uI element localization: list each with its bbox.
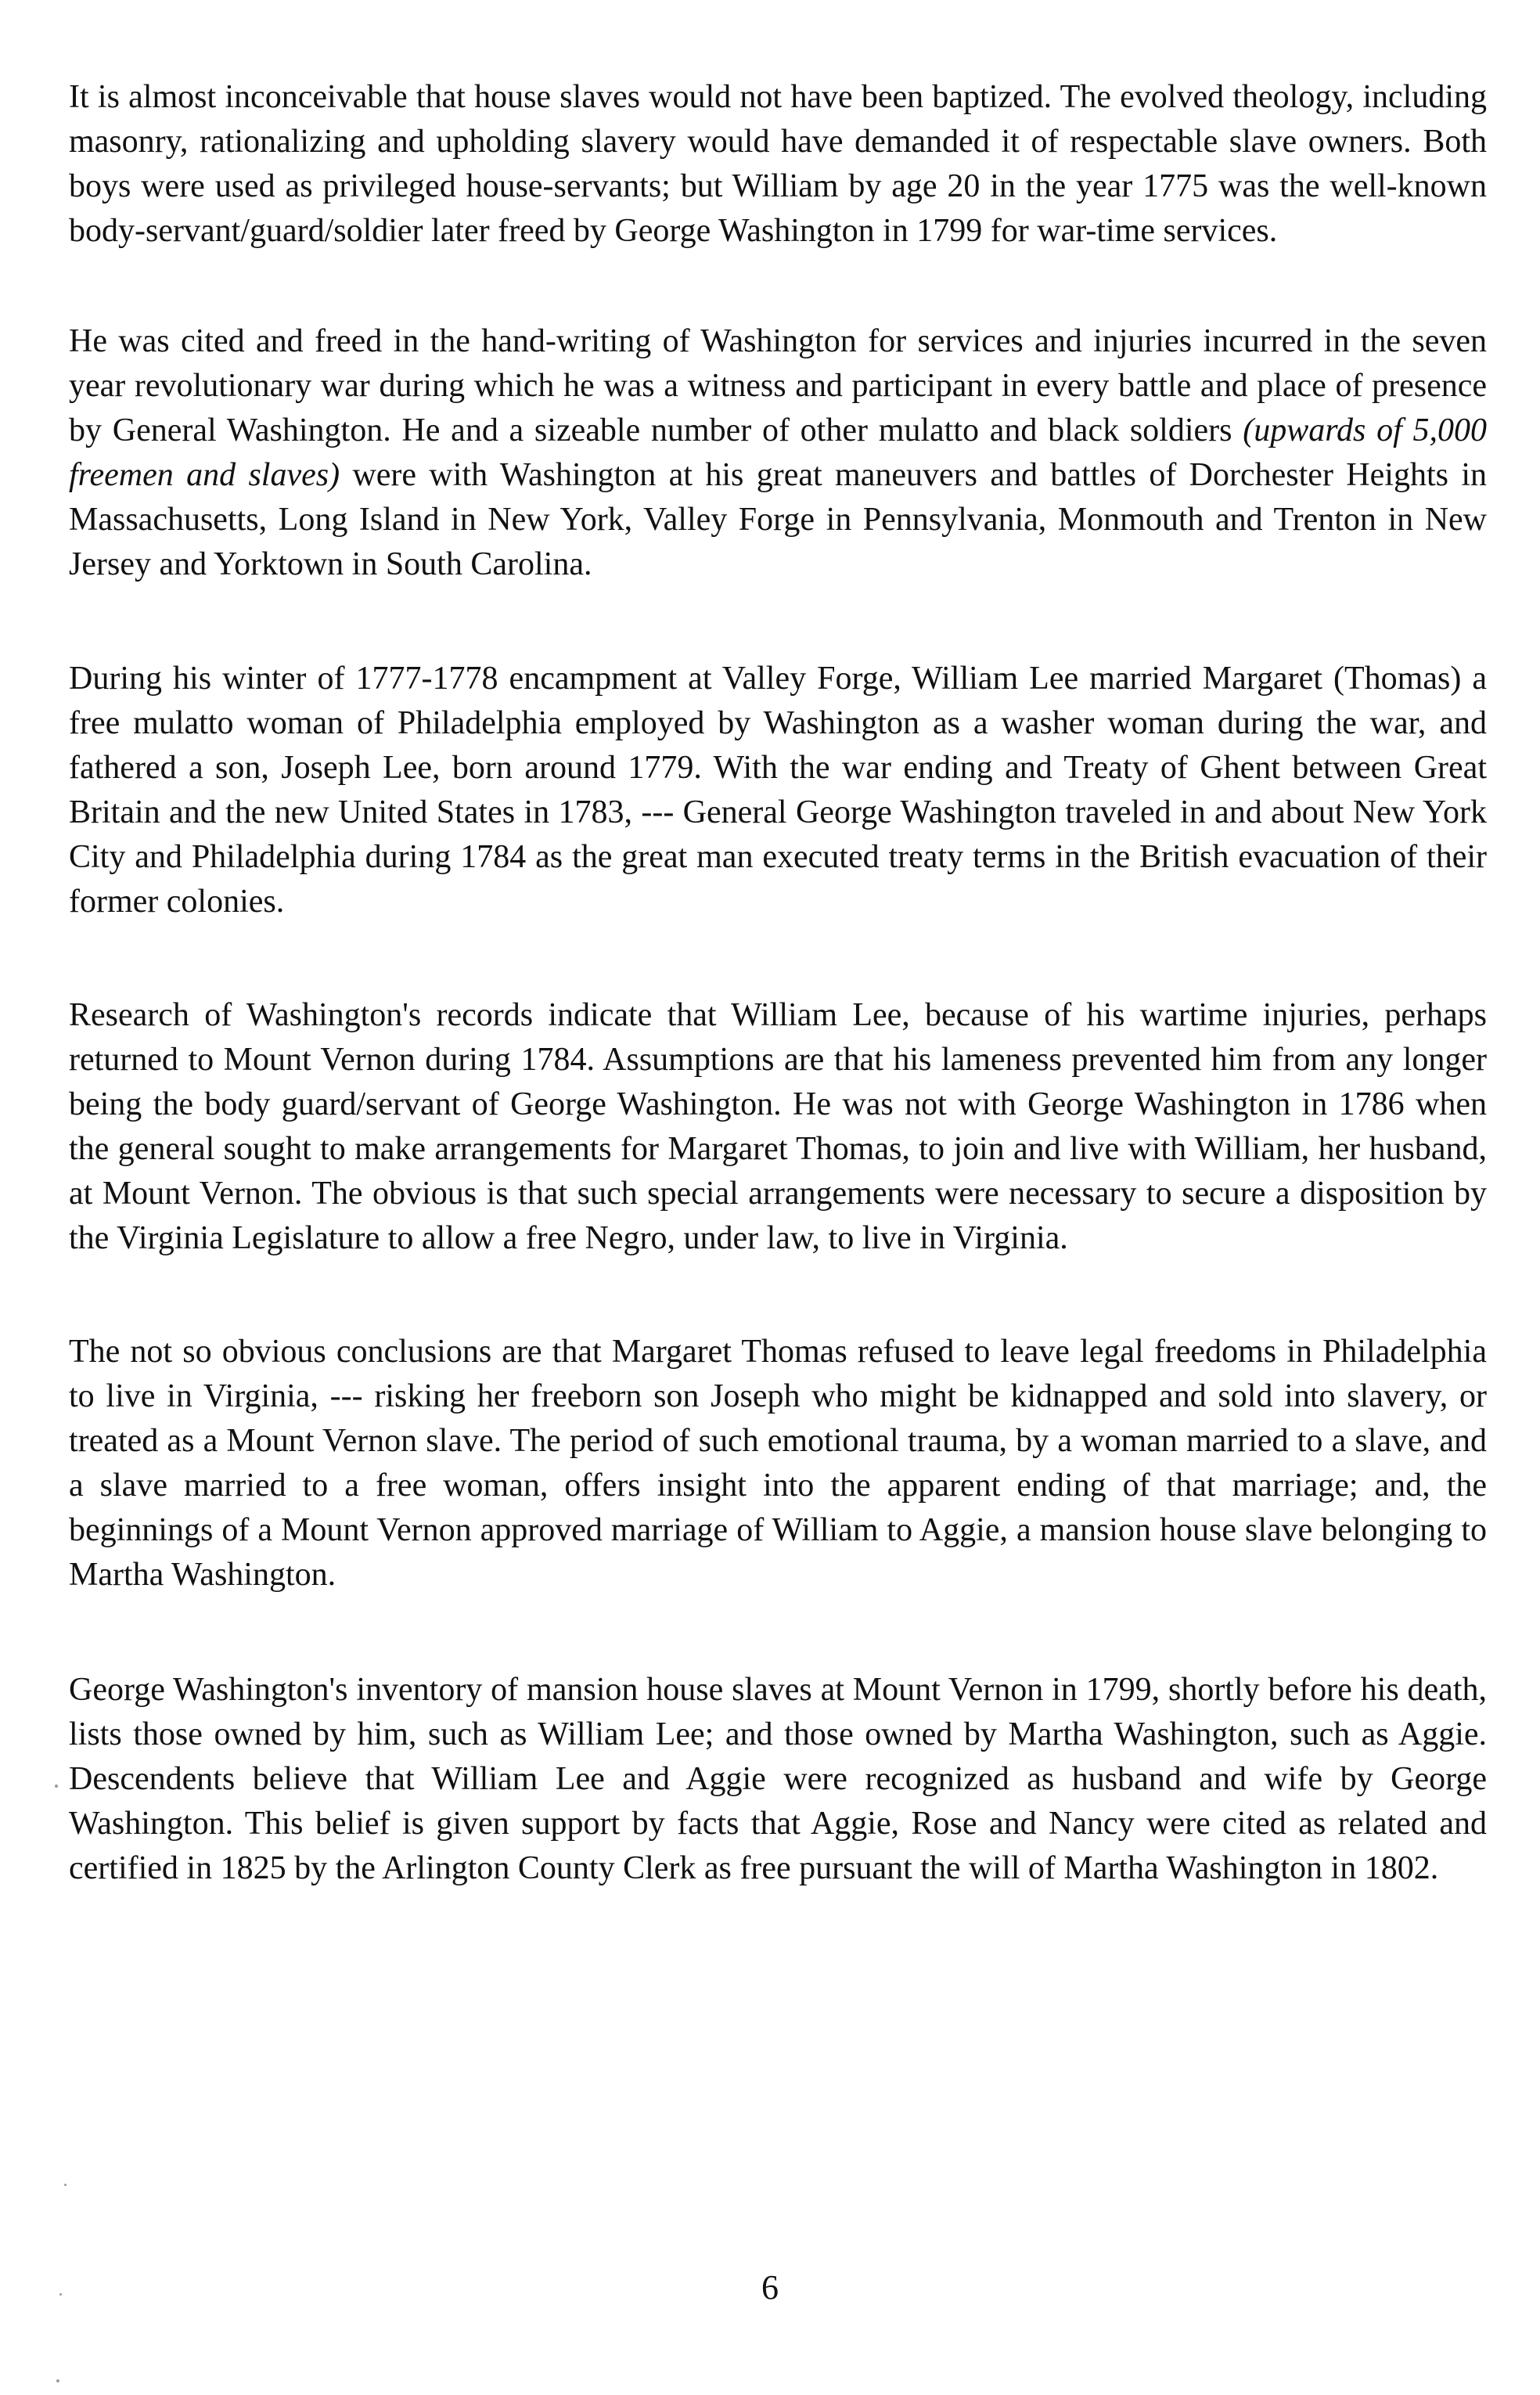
paragraph-2-emphasis: (upwards of 5,000 freemen and slaves) [69, 412, 1487, 493]
paragraph-1: It is almost inconceivable that house slaves would not have been baptized. The evolved theology, including masonry, rationalizing and upholding slavery would have demanded it of respectable slave owners. Both boys were used as privileged house-servants; but William by age 20 in the year 1775 was the well-known body-servant/guard/soldier later freed by George Washington in 1799 for war-time services. [69, 79, 1487, 249]
scan-speck [56, 2379, 59, 2382]
scan-speck [55, 1785, 58, 1788]
paragraph-2 [69, 319, 1487, 587]
paragraph-5: The not so obvious conclusions are that Margaret Thomas refused to leave legal freedoms in Philadelphia to live in Virginia, --- risking her freeborn son Joseph who might be kidnapped and sold into slavery, or treated as a Mount Vernon slave. The period of such emotional trauma, by a woman married to a slave, and a slave married to a free woman, offers insight into the apparent ending of that marriage; and, the beginnings of a Mount Vernon approved marriage of William to Aggie, a mansion house slave belonging to Martha Washington. [69, 1334, 1487, 1593]
paragraph-6: George Washington's inventory of mansion house slaves at Mount Vernon in 1799, shortly before his death, lists those owned by him, such as William Lee; and those owned by Martha Washington, such as Aggie. Descendents believe that William Lee and Aggie were recognized as husband and wife by George Washington. This belief is given support by facts that Aggie, Rose and Nancy were cited as related and certified in 1825 by the Arlington County Clerk as free pursuant the will of Martha Washington in 1802. [69, 1672, 1487, 1886]
page-number: 6 [761, 2268, 779, 2307]
body-text [69, 75, 1487, 1891]
scan-speck [64, 2184, 67, 2186]
paragraph-2-text-after: were with Washington at his great maneuvers and battles of Dorchester Heights in Massachusetts, Long Island in New York, Valley Forge in Pennsylvania, Monmouth and Trenton in New Jersey and Yorktown in South Carolina. [69, 457, 1487, 582]
scan-speck [59, 2293, 62, 2296]
paragraph-4: Research of Washington's records indicate that William Lee, because of his wartime injuries, perhaps returned to Mount Vernon during 1784. Assumptions are that his lameness prevented him from any longer being the body guard/servant of George Washington. He was not with George Washington in 1786 when the general sought to make arrangements for Margaret Thomas, to join and live with William, her husband, at Mount Vernon. The obvious is that such special arrangements were necessary to secure a disposition by the Virginia Legislature to allow a free Negro, under law, to live in Virginia. [69, 997, 1487, 1256]
paragraph-3: During his winter of 1777-1778 encampment at Valley Forge, William Lee married Margaret (Thomas) a free mulatto woman of Philadelphia employed by Washington as a washer woman during the war, and fathered a son, Joseph Lee, born around 1779. With the war ending and Treaty of Ghent between Great Britain and the new United States in 1783, --- General George Washington traveled in and about New York City and Philadelphia during 1784 as the great man executed treaty terms in the British evacuation of their former colonies. [69, 661, 1487, 920]
paragraph-2-text-before: He was cited and freed in the hand-writing of Washington for services and injuries incurred in the seven year revolutionary war during which he was a witness and participant in every battle and place of presence by General Washington. He and a sizeable number of other mulatto and black soldiers [69, 323, 1487, 448]
